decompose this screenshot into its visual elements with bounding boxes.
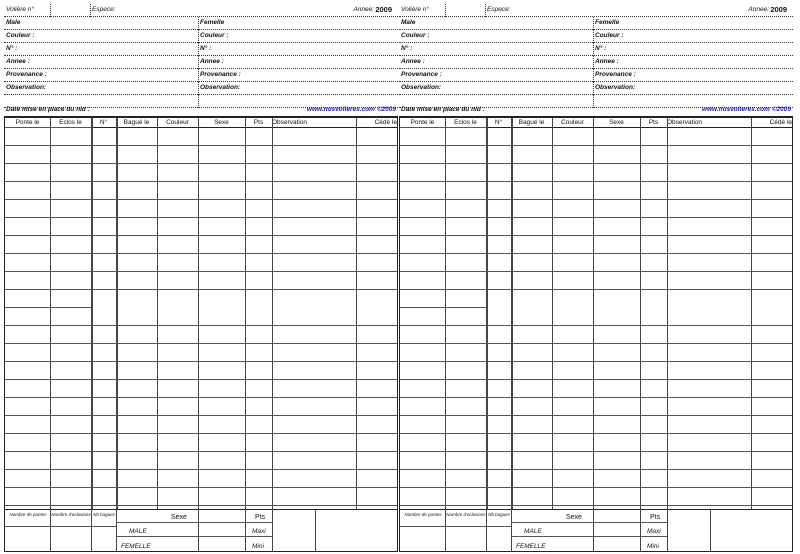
header-row-couleur xyxy=(399,30,793,43)
femelle-summary-label: FEMELLE xyxy=(121,543,151,550)
femelle-label: Femelle xyxy=(595,19,620,26)
header-row-couleur xyxy=(4,30,398,43)
sexe-summary-label: Sexe xyxy=(566,514,582,521)
website-link[interactable]: www.nosvolieres.com ©2009 xyxy=(701,106,791,113)
annee-value: 2009 xyxy=(375,5,392,14)
annee-male-label: Annee : xyxy=(401,58,425,65)
breeding-sheet-right xyxy=(399,4,793,552)
maxi-label: Maxi xyxy=(647,528,661,535)
col-cede-le: Cédé le xyxy=(751,118,792,128)
col-ponte-le: Ponte le xyxy=(5,118,50,128)
nb-bagues-label: Nb bagues xyxy=(488,512,510,517)
breeding-sheet-left xyxy=(4,4,398,552)
header-row-voliere xyxy=(4,4,398,17)
website-link[interactable]: www.nosvolieres.com ©2009 xyxy=(306,106,396,113)
numero-femelle-label: N° : xyxy=(595,45,607,52)
annee-male-label: Annee : xyxy=(6,58,30,65)
male-summary-label: MALE xyxy=(129,528,147,535)
header-row-numero xyxy=(399,43,793,56)
annee-femelle-label: Annee : xyxy=(595,58,619,65)
header-row-numero xyxy=(4,43,398,56)
couleur-femelle-label: Couleur : xyxy=(200,32,229,39)
provenance-femelle-label: Provenance : xyxy=(595,71,636,78)
nombre-pontes-label: Nombre de pontes xyxy=(404,512,442,517)
observation-male-label: Observation: xyxy=(401,84,442,91)
summary-footer xyxy=(399,509,793,552)
sexe-summary-label: Sexe xyxy=(171,514,187,521)
espece-label: Espece: xyxy=(92,6,116,13)
numero-male-label: N° : xyxy=(401,45,413,52)
header-row-observation xyxy=(399,82,793,95)
nombre-eclosions-label: Nombre d'eclosions xyxy=(51,512,91,517)
header-row-annee xyxy=(4,56,398,69)
col-numero: N° xyxy=(91,118,116,128)
couleur-male-label: Couleur : xyxy=(401,32,430,39)
voliere-label: Volière n° xyxy=(401,6,430,13)
pts-summary-label: Pts xyxy=(255,514,266,521)
col-observation: Observation xyxy=(667,118,751,128)
male-summary-label: MALE xyxy=(524,528,542,535)
provenance-femelle-label: Provenance : xyxy=(200,71,241,78)
col-couleur: Couleur xyxy=(552,118,593,128)
breeding-table xyxy=(399,117,793,510)
couleur-male-label: Couleur : xyxy=(6,32,35,39)
voliere-label: Volière n° xyxy=(6,6,35,13)
date-nid-label: Date mise en place du nid : xyxy=(6,106,90,113)
col-cede-le: Cédé le xyxy=(356,118,397,128)
numero-male-label: N° : xyxy=(6,45,18,52)
couleur-femelle-label: Couleur : xyxy=(595,32,624,39)
espece-label: Espece: xyxy=(487,6,511,13)
provenance-male-label: Provenance : xyxy=(401,71,442,78)
col-bague-le: Bagué le xyxy=(116,118,157,128)
observation-femelle-label: Observation: xyxy=(595,84,636,91)
col-sexe: Sexe xyxy=(593,118,640,128)
col-numero: N° xyxy=(486,118,511,128)
header-row-provenance xyxy=(4,69,398,82)
summary-footer xyxy=(4,509,398,552)
femelle-label: Femelle xyxy=(200,19,225,26)
header-row-parents xyxy=(4,17,398,30)
nombre-eclosions-label: Nombre d'eclosions xyxy=(446,512,486,517)
annee-label: Annee: xyxy=(353,6,374,13)
col-eclos-le: Eclos le xyxy=(445,118,486,128)
annee-label: Annee: xyxy=(748,6,769,13)
femelle-summary-label: FEMELLE xyxy=(516,543,546,550)
observation-femelle-label: Observation: xyxy=(200,84,241,91)
col-eclos-le: Eclos le xyxy=(50,118,91,128)
col-ponte-le: Ponte le xyxy=(400,118,445,128)
mini-label: Mini xyxy=(647,543,659,550)
col-observation: Observation xyxy=(272,118,356,128)
col-pts: Pts xyxy=(640,118,667,128)
annee-femelle-label: Annee : xyxy=(200,58,224,65)
numero-femelle-label: N° : xyxy=(200,45,212,52)
annee-value: 2009 xyxy=(770,5,787,14)
col-pts: Pts xyxy=(245,118,272,128)
header-row-observation xyxy=(4,82,398,95)
male-label: Male xyxy=(401,19,416,26)
header-row-provenance xyxy=(399,69,793,82)
col-sexe: Sexe xyxy=(198,118,245,128)
date-nid-label: Date mise en place du nid : xyxy=(401,106,485,113)
nombre-pontes-label: Nombre de pontes xyxy=(9,512,47,517)
header-row-annee xyxy=(399,56,793,69)
mini-label: Mini xyxy=(252,543,264,550)
observation-male-label: Observation: xyxy=(6,84,47,91)
header-row-parents xyxy=(399,17,793,30)
col-bague-le: Bagué le xyxy=(511,118,552,128)
header-row-date-nid xyxy=(4,104,398,117)
col-couleur: Couleur xyxy=(157,118,198,128)
header-row-voliere xyxy=(399,4,793,17)
male-label: Male xyxy=(6,19,21,26)
provenance-male-label: Provenance : xyxy=(6,71,47,78)
maxi-label: Maxi xyxy=(252,528,266,535)
header-row-date-nid xyxy=(399,104,793,117)
breeding-table xyxy=(4,117,398,510)
pts-summary-label: Pts xyxy=(650,514,661,521)
nb-bagues-label: Nb bagues xyxy=(93,512,115,517)
